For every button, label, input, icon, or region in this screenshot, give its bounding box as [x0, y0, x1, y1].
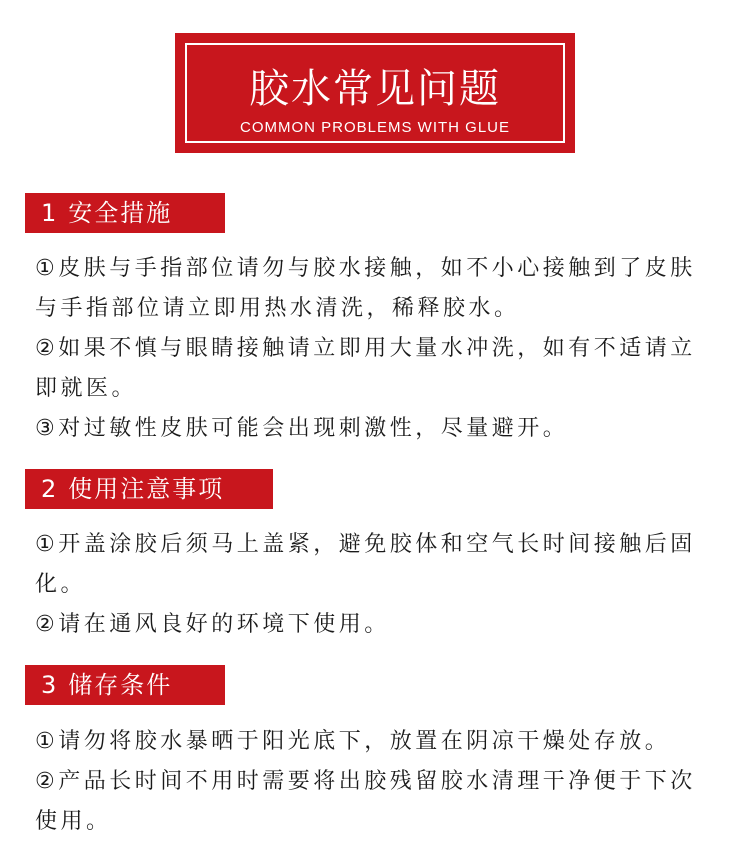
list-item: ②产品长时间不用时需要将出胶残留胶水清理干净便于下次使用。: [35, 769, 696, 834]
title-banner: [175, 33, 575, 153]
section-header-storage: [25, 665, 225, 705]
list-item: ①开盖涂胶后须马上盖紧，避免胶体和空气长时间接触后固化。: [35, 532, 696, 597]
title-banner-frame: [185, 43, 565, 143]
section-title: 安全措施: [68, 199, 173, 227]
list-item: ③对过敏性皮肤可能会出现刺激性，尽量避开。: [35, 416, 569, 441]
list-item: ①皮肤与手指部位请勿与胶水接触，如不小心接触到了皮肤与手指部位请立即用热水清洗，稀释胶水。: [35, 256, 696, 321]
list-item: ①请勿将胶水暴晒于阳光底下，放置在阴凉干燥处存放。: [35, 729, 671, 754]
section-header-usage: [25, 469, 273, 509]
list-item: ②如果不慎与眼睛接触请立即用大量水冲洗，如有不适请立即就医。: [35, 336, 696, 401]
section-header-safety: [25, 193, 225, 233]
list-item: ②请在通风良好的环境下使用。: [35, 612, 390, 637]
section-title: 使用注意事项: [68, 475, 225, 503]
section-title: 储存条件: [68, 671, 173, 699]
page-subtitle: COMMON PROBLEMS WITH GLUE: [239, 119, 511, 136]
section-number: 1: [41, 199, 59, 227]
section-number: 2: [41, 475, 59, 503]
section-number: 3: [41, 671, 59, 699]
page-title: 胶水常见问题: [249, 66, 501, 112]
